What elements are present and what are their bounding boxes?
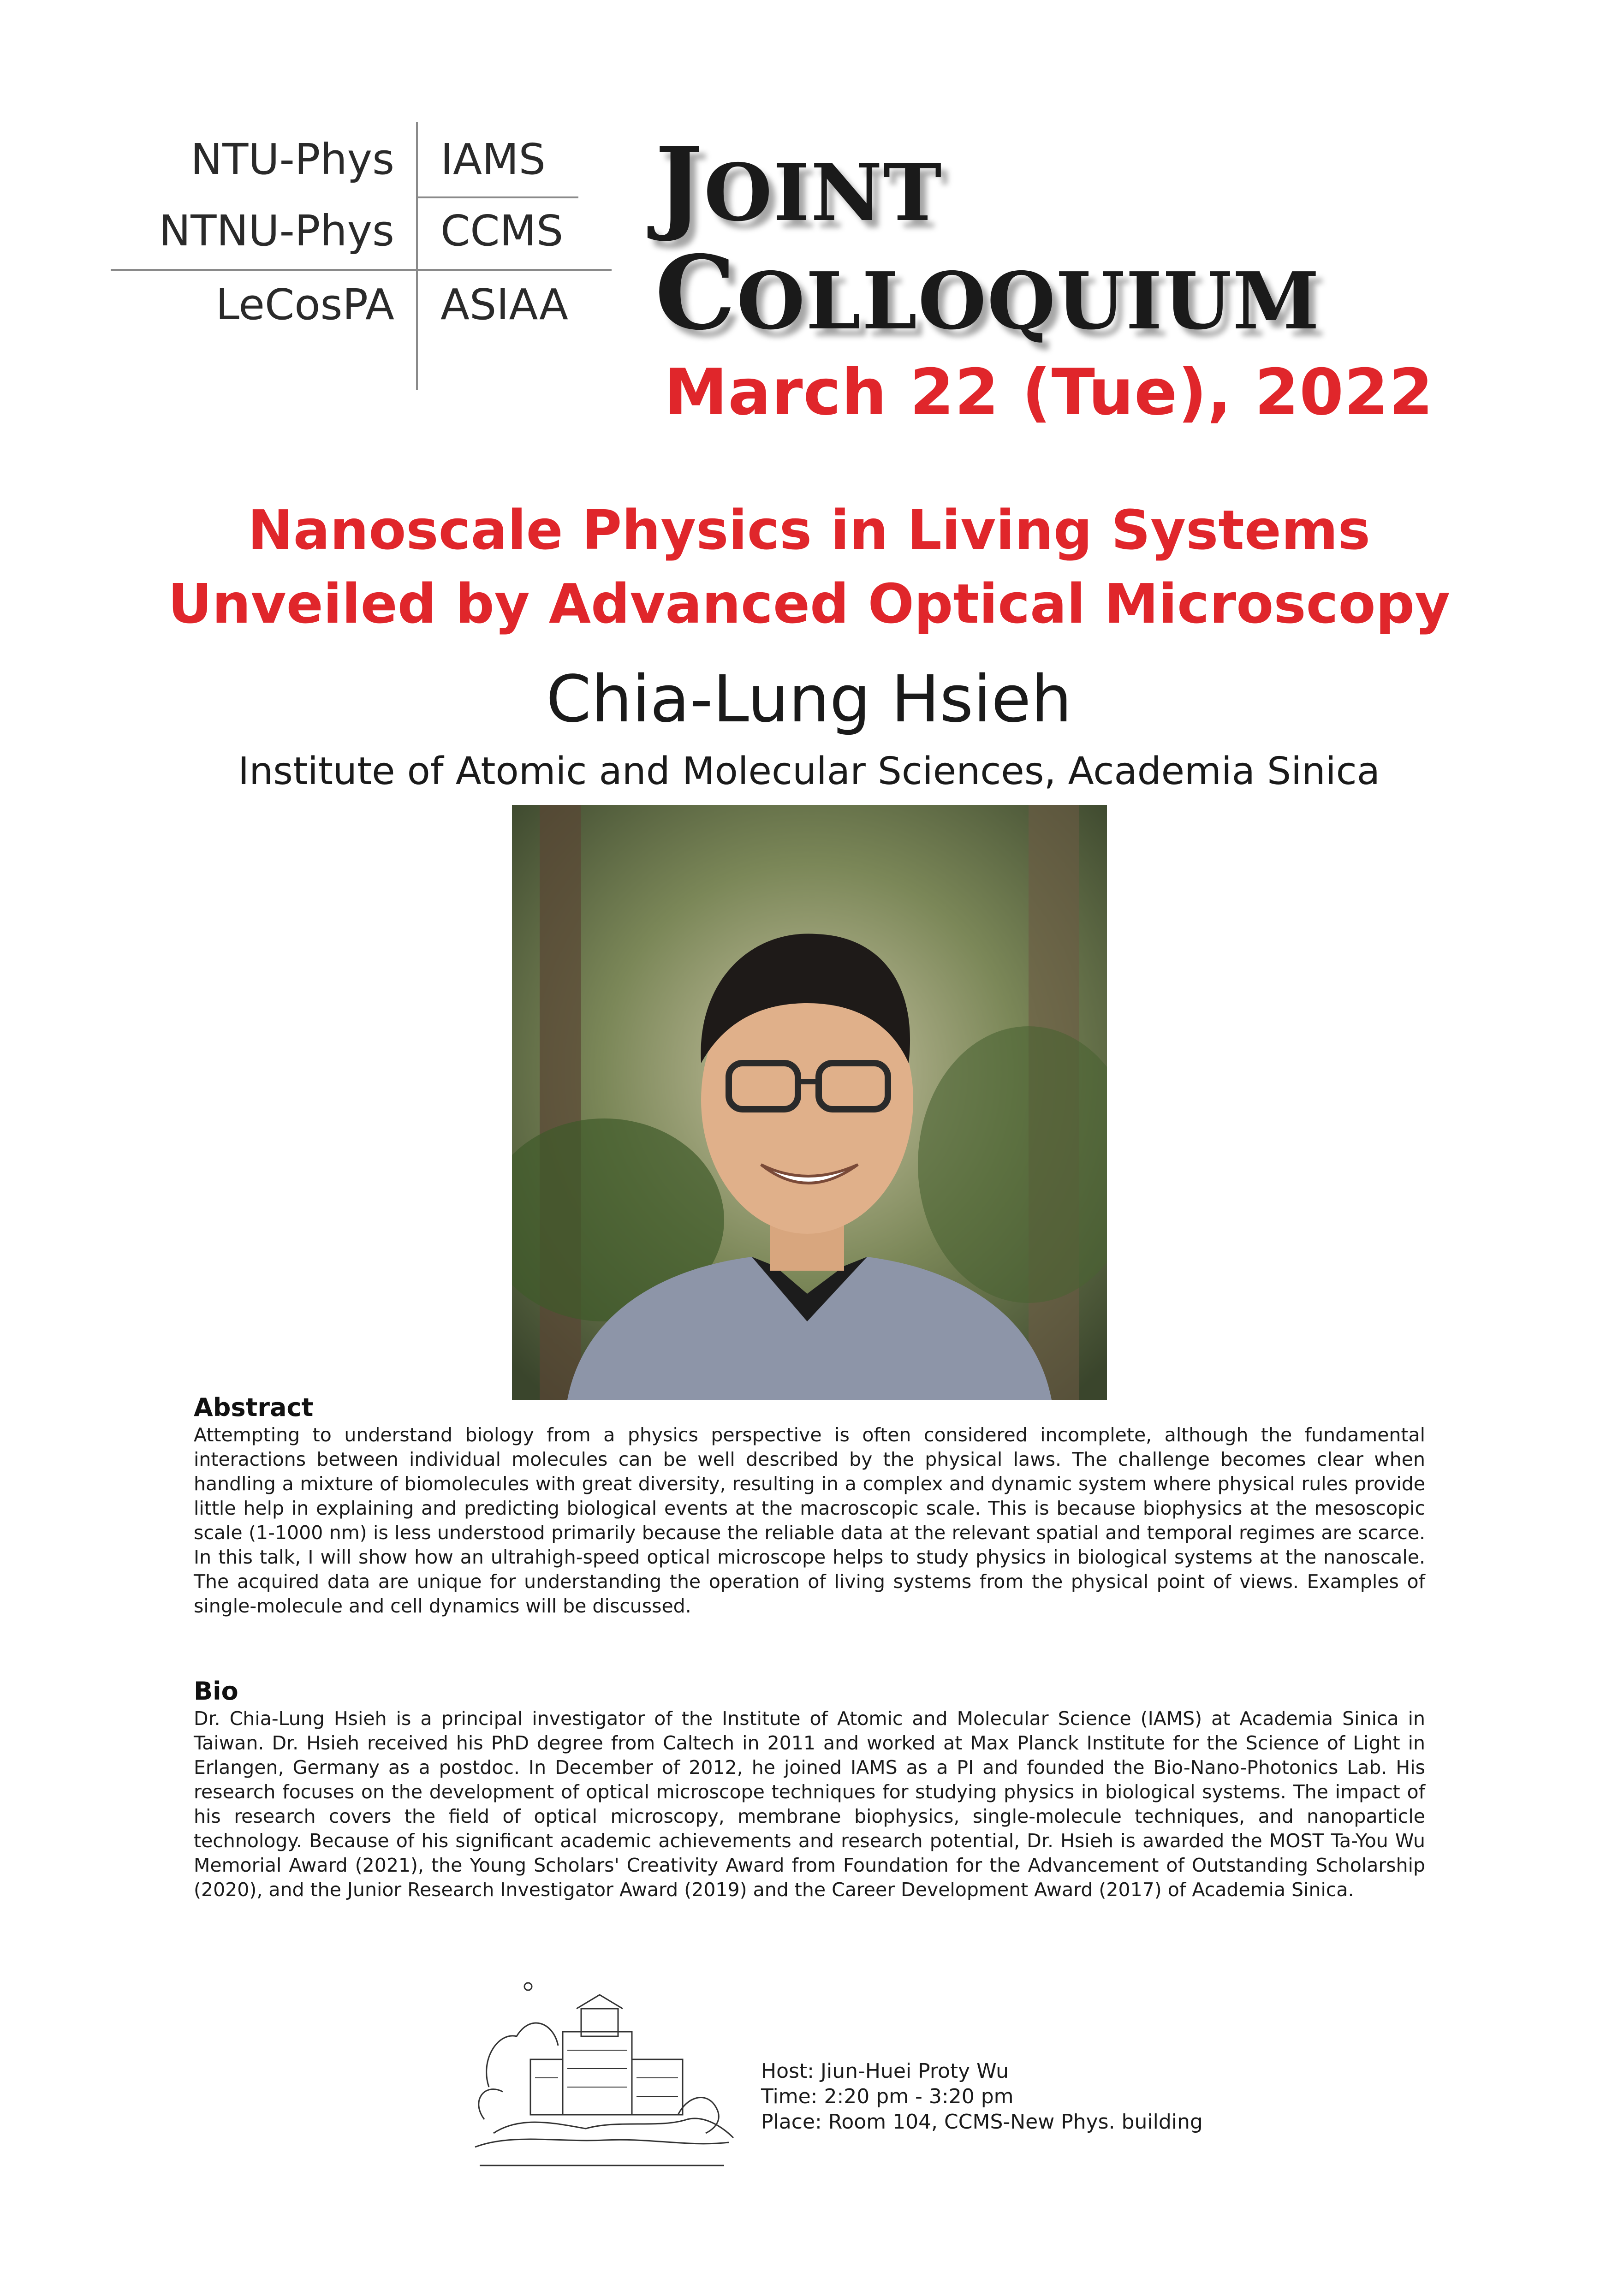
abstract-text: Attempting to understand biology from a physics perspective is often considered incomplete, although the fundamental interactions between individual molecules can be well described by the physical laws. The challenge becomes clear when handling a mixture of biomolecules with great diversity, resulting in a complex and dynamic system where physical rules provide little help in explaining and predicting biological events at the macroscopic scale. This is because biophysics at the mesoscopic scale (1-1000 nm) is less understood primarily because the reliable data at the relevant spatial and temporal regimes are scarce. In this talk, I will show how an ultrahigh-speed optical microscope helps to study physics in biological systems at the nanoscale. The acquired data are unique for understanding the operation of living systems from the physical point of views. Examples of single-molecule and cell dynamics will be discussed. — [194, 1424, 1425, 1617]
title-colloquium — [655, 233, 1321, 352]
institution-ntnu-phys: NTNU-Phys — [159, 206, 394, 256]
building-sketch-icon — [466, 1981, 743, 2175]
institution-iams: IAMS — [440, 135, 546, 184]
building-sketch — [466, 1981, 743, 2175]
grid-horizontal-divider-1 — [416, 196, 578, 198]
speaker-name: Chia-Lung Hsieh — [546, 662, 1072, 737]
bio-text: Dr. Chia-Lung Hsieh is a principal investigator of the Institute of Atomic and Molecular Science (IAMS) at Academia Sinica in Taiwan. Dr. Hsieh received his PhD degree from Caltech in 2011 and worked at Max Planck Institute for the Science of Light in Erlangen, Germany as a postdoc. In December of 2012, he joined IAMS as a PI and founded the Bio-Nano-Photonics Lab. His research focuses on the development of optical microscope techniques for studying physics in biological systems. The impact of his research covers the field of optical microscopy, membrane biophysics, single-molecule techniques, and nanoparticle technology. Because of his significant academic achievements and research potential, Dr. Hsieh is awarded the MOST Ta-You Wu Memorial Award (2021), the Young Scholars' Creativity Award from Foundation for the Advancement of Outstanding Scholarship (2020), and the Junior Research Investigator Award (2019) and the Career Development Award (2017) of Academia Sinica. — [194, 1707, 1425, 1901]
talk-title-line-1: Nanoscale Physics in Living Systems — [247, 498, 1371, 562]
abstract-heading: Abstract — [194, 1393, 314, 1422]
footer-place: Place: Room 104, CCMS-New Phys. building — [761, 2110, 1203, 2134]
title-joint-rest: OINT — [704, 147, 943, 239]
institution-lecospa: LeCosPA — [215, 280, 394, 329]
title-colloquium-initial: C — [655, 233, 737, 352]
grid-vertical-divider — [416, 122, 418, 390]
title-joint-initial: J — [655, 125, 704, 244]
speaker-photo — [512, 805, 1107, 1400]
institution-asiaa: ASIAA — [440, 280, 568, 329]
event-date: March 22 (Tue), 2022 — [664, 355, 1434, 429]
talk-title-line-2: Unveiled by Advanced Optical Microscopy — [167, 572, 1451, 636]
institution-ccms: CCMS — [440, 206, 564, 256]
grid-horizontal-divider-2 — [111, 269, 612, 271]
title-joint — [655, 125, 943, 244]
bio-heading: Bio — [194, 1677, 238, 1706]
title-colloquium-rest: OLLOQUIUM — [737, 255, 1321, 347]
speaker-portrait-illustration — [512, 805, 1107, 1400]
speaker-affiliation: Institute of Atomic and Molecular Sciences, Academia Sinica — [238, 749, 1380, 793]
institution-ntu-phys: NTU-Phys — [190, 135, 394, 184]
footer-host: Host: Jiun-Huei Proty Wu — [761, 2059, 1009, 2083]
footer-time: Time: 2:20 pm - 3:20 pm — [761, 2085, 1014, 2108]
